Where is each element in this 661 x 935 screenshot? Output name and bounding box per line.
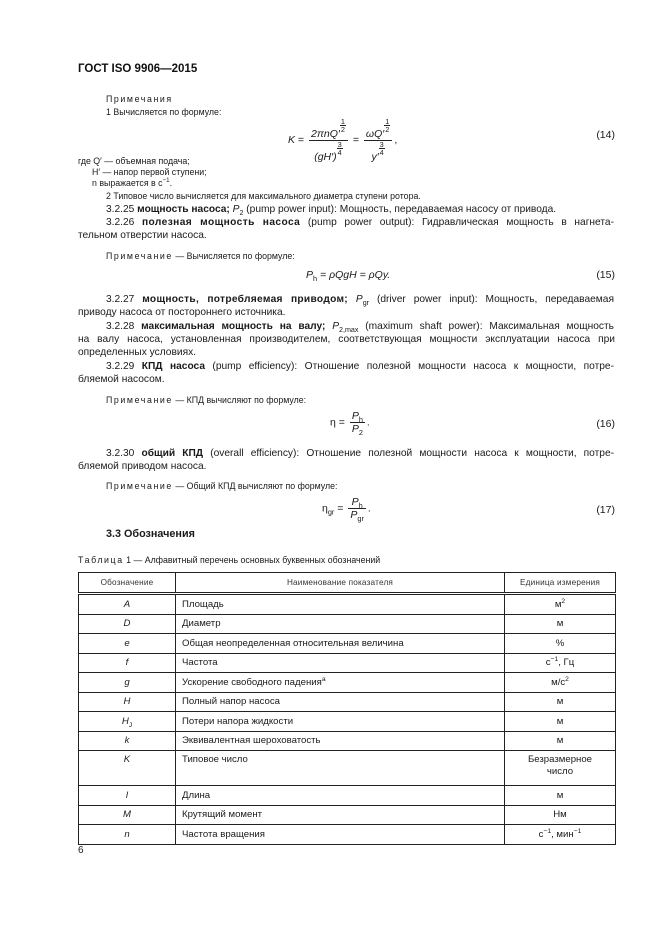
term-english: (driver power input): (376, 294, 478, 305)
table-row (79, 594, 616, 615)
cell-name: Диаметр (176, 614, 505, 634)
term-definition: Отношение полезной мощности насоса к мощности, потре- (304, 361, 614, 372)
note-label: Примечание (106, 251, 173, 261)
formula-14-lhs: K (288, 134, 296, 147)
note-text: — Общий КПД вычисляют по формуле: (175, 481, 338, 491)
cell-unit (505, 751, 616, 786)
cell-symbol: K (79, 751, 176, 786)
cell-name (176, 673, 505, 693)
equation-number-17: (17) (596, 504, 615, 516)
unit-text: Безразмерное (527, 754, 593, 765)
header-unit: Единица измерения (505, 573, 616, 594)
table-row (79, 825, 616, 845)
cell-symbol: k (79, 731, 176, 751)
term-symbol: P (332, 321, 340, 332)
term-3-2-26 (106, 216, 614, 229)
cell-unit: м (505, 614, 616, 634)
formula-14-den1: (gH′) (314, 150, 337, 163)
unit-text-line2: число (546, 766, 574, 777)
cell-unit (505, 825, 616, 845)
term-number: 3.2.25 (106, 204, 135, 215)
cell-symbol: e (79, 634, 176, 654)
term-title: полезная мощность насоса (141, 217, 301, 228)
equation-number-16: (16) (596, 418, 615, 430)
term-3-2-28 (106, 320, 614, 333)
term-number: 3.2.27 (106, 294, 135, 305)
formula-17-den: P (350, 509, 358, 521)
page-number: 6 (78, 845, 84, 856)
cell-symbol: g (79, 673, 176, 693)
cell-unit: м (505, 692, 616, 712)
term-title: общий КПД (141, 448, 204, 459)
table-row (79, 673, 616, 693)
cell-name: Длина (176, 786, 505, 806)
cell-symbol: D (79, 614, 176, 634)
term-english: (pump power output): (307, 217, 415, 228)
term-3-2-27 (106, 293, 614, 306)
cell-name: Потери напора жидкости (176, 712, 505, 732)
symbol-sub: J (128, 721, 133, 729)
term-title: максимальная мощность на валу; (141, 321, 326, 332)
term-symbol-sub: gr (362, 299, 370, 308)
unit-text: м/с (551, 676, 566, 688)
footnote-marker: a (321, 675, 326, 683)
exp-den: 2 (340, 125, 345, 135)
exp-den: 4 (379, 148, 384, 158)
formula-16-tail: . (366, 416, 370, 429)
term-symbol: P (232, 204, 240, 215)
term-3-2-30-cont: бляемой приводом насоса. (78, 461, 207, 472)
where-h: H′ — напор первой ступени; (92, 167, 207, 177)
term-3-2-27-cont: приводу насоса от постороннего источника. (78, 307, 286, 318)
term-definition: Мощность, передаваемая насосу от привода. (339, 204, 557, 215)
exp-den: 4 (337, 148, 342, 158)
cell-unit (505, 673, 616, 693)
equation-number-15: (15) (596, 269, 615, 281)
formula-17: $\eta_{gr}$ = $\frac{P_h}{P_{gr}}$ . (322, 496, 371, 524)
unit-text: м (554, 598, 562, 610)
header-name: Наименование показателя (176, 573, 505, 594)
term-3-2-29 (106, 360, 614, 373)
note-item-2: 2 Типовое число вычисляется для максимального диаметра ступени ротора. (106, 191, 421, 201)
formula-16-eta: η (330, 416, 336, 429)
formula-14-num1: 2πnQ′ (310, 127, 340, 140)
notes-title: Примечания (106, 94, 173, 104)
table-row (79, 692, 616, 712)
table-caption-label: Таблица (78, 555, 124, 565)
formula-15-p: P (306, 269, 314, 281)
term-title: КПД насоса (141, 361, 205, 372)
header-symbol: Обозначение (79, 573, 176, 594)
cell-symbol: A (79, 594, 176, 615)
cell-name: Площадь (176, 594, 505, 615)
cell-unit (505, 594, 616, 615)
exp-num: 3 (337, 139, 342, 149)
formula-14-tail: , (394, 134, 398, 147)
cell-symbol (79, 712, 176, 732)
unit-sup-2: −1 (573, 827, 582, 835)
table-row (79, 805, 616, 825)
term-3-2-28-cont-1: на валу насоса, установленная производителем, соответствующая мощности эксплуатации насоса при (78, 334, 615, 345)
cell-unit (505, 653, 616, 673)
formula-15-rhs: = ρQgH = ρQy. (317, 269, 391, 281)
table-row (79, 634, 616, 654)
formula-14-den2: y′ (371, 150, 379, 163)
exp-den: 2 (385, 125, 390, 135)
where-n (92, 177, 629, 190)
note-3-2-26 (106, 250, 643, 263)
term-number: 3.2.30 (106, 448, 135, 459)
unit-tail: , мин (551, 828, 574, 840)
formula-14-num2: ωQ′ (365, 127, 385, 140)
cell-unit: м (505, 731, 616, 751)
unit-tail: , Гц (558, 657, 575, 669)
cell-name: Крутящий момент (176, 805, 505, 825)
cell-symbol: f (79, 653, 176, 673)
where-n-suffix: . (169, 178, 173, 188)
table-row (79, 786, 616, 806)
exp-num: 3 (379, 139, 384, 149)
term-english: (maximum shaft power): (365, 321, 483, 332)
formula-17-fraction (348, 496, 366, 524)
term-symbol-sub: 2 (239, 209, 244, 218)
cell-name: Частота (176, 653, 505, 673)
note-label: Примечание (106, 395, 173, 405)
term-symbol-sub: 2,max (339, 326, 359, 335)
cell-symbol: n (79, 825, 176, 845)
term-symbol: P (355, 294, 363, 305)
term-number: 3.2.28 (106, 321, 135, 332)
formula-17-tail: . (367, 502, 371, 515)
formula-15-sub: h (313, 274, 318, 284)
where-q: где Q′ — объемная подача; (78, 156, 190, 166)
term-number: 3.2.29 (106, 361, 135, 372)
unit-text: с (545, 657, 551, 669)
symbols-table (78, 572, 616, 845)
term-number: 3.2.26 (106, 217, 135, 228)
exp-num: 1 (385, 117, 390, 126)
cell-name: Типовое число (176, 751, 505, 786)
formula-17-num: P (351, 496, 359, 508)
formula-15 (306, 269, 391, 284)
document-standard-header: ГОСТ ISO 9906—2015 (78, 63, 198, 75)
table-row (79, 614, 616, 634)
cell-symbol: M (79, 805, 176, 825)
term-title: мощность, потребляемая приводом; (142, 294, 349, 305)
unit-sup: −1 (543, 827, 552, 835)
term-3-2-25 (106, 203, 643, 216)
cell-unit: м (505, 786, 616, 806)
note-text: — Вычисляется по формуле: (175, 251, 295, 261)
formula-16-den-sub: 2 (358, 428, 363, 438)
unit-text: с (538, 828, 544, 840)
formula-17-den-sub: gr (357, 514, 364, 524)
note-3-2-30 (106, 480, 643, 493)
unit-sup: 2 (561, 597, 566, 605)
table-row (79, 653, 616, 673)
cell-unit: % (505, 634, 616, 654)
term-english: (overall efficiency): (210, 448, 300, 459)
cell-unit: Нм (505, 805, 616, 825)
unit-sup: −1 (550, 656, 559, 664)
cell-name: Частота вращения (176, 825, 505, 845)
note-label: Примечание (106, 481, 173, 491)
cell-name: Полный напор насоса (176, 692, 505, 712)
formula-17-num-sub: h (358, 501, 363, 511)
table-row (79, 751, 616, 786)
term-title: мощность насоса; (137, 204, 230, 215)
unit-sup: 2 (565, 675, 569, 683)
table-row (79, 712, 616, 732)
cell-unit: м (505, 712, 616, 732)
formula-16-num: P (351, 410, 359, 422)
formula-16: η = $\frac{P_h}{P_2}$ . (330, 410, 370, 438)
formula-17-eta-sub: gr (327, 507, 335, 517)
term-3-2-28-cont-2: определенных условиях. (78, 347, 197, 358)
note-text: — КПД вычисляют по формуле: (175, 395, 307, 405)
where-n-sup: −1 (162, 177, 170, 185)
formula-16-fraction (350, 410, 365, 438)
formula-16-num-sub: h (358, 415, 363, 425)
table-1-caption (78, 554, 615, 567)
formula-16-den: P (351, 423, 359, 435)
where-n-text: n выражается в с (92, 178, 163, 188)
term-definition: Мощность, передаваемая (485, 294, 614, 305)
cell-symbol: H (79, 692, 176, 712)
table-header-row (79, 573, 616, 594)
cell-symbol: l (79, 786, 176, 806)
term-definition: Гидравлическая мощность в нагнета- (422, 217, 614, 228)
term-english: (pump power input): (246, 204, 337, 215)
term-3-2-26-cont: тельном отверстии насоса. (78, 230, 207, 241)
exp-num: 1 (340, 117, 345, 126)
term-3-2-29-cont: бляемой насосом. (78, 374, 165, 385)
formula-14: K = 2πnQ′ $\frac{1}{2}$ (gH′) $\frac{3}{4}$ = ωQ′ $\frac{1}{2}$ y′ $\frac{3}{4}$ , (288, 117, 398, 163)
term-english: (pump efficiency): (212, 361, 298, 372)
name-text: Ускорение свободного падения (182, 676, 322, 688)
term-3-2-30 (106, 447, 614, 460)
cell-name: Общая неопределенная относительная величина (176, 634, 505, 654)
term-definition: Отношение полезной мощности насоса к мощности, потре- (306, 448, 614, 459)
section-heading-3-3: 3.3 Обозначения (106, 528, 195, 540)
table-caption-text: 1 — Алфавитный перечень основных буквенных обозначений (126, 555, 381, 565)
symbol-text: H (121, 715, 129, 727)
cell-name: Эквивалентная шероховатость (176, 731, 505, 751)
table-row (79, 731, 616, 751)
formula-17-eta: η (322, 502, 328, 515)
note-item-1: 1 Вычисляется по формуле: (106, 107, 222, 117)
equation-number-14: (14) (596, 129, 615, 141)
term-definition: Максимальная мощность (489, 321, 614, 332)
note-3-2-29 (106, 394, 643, 407)
